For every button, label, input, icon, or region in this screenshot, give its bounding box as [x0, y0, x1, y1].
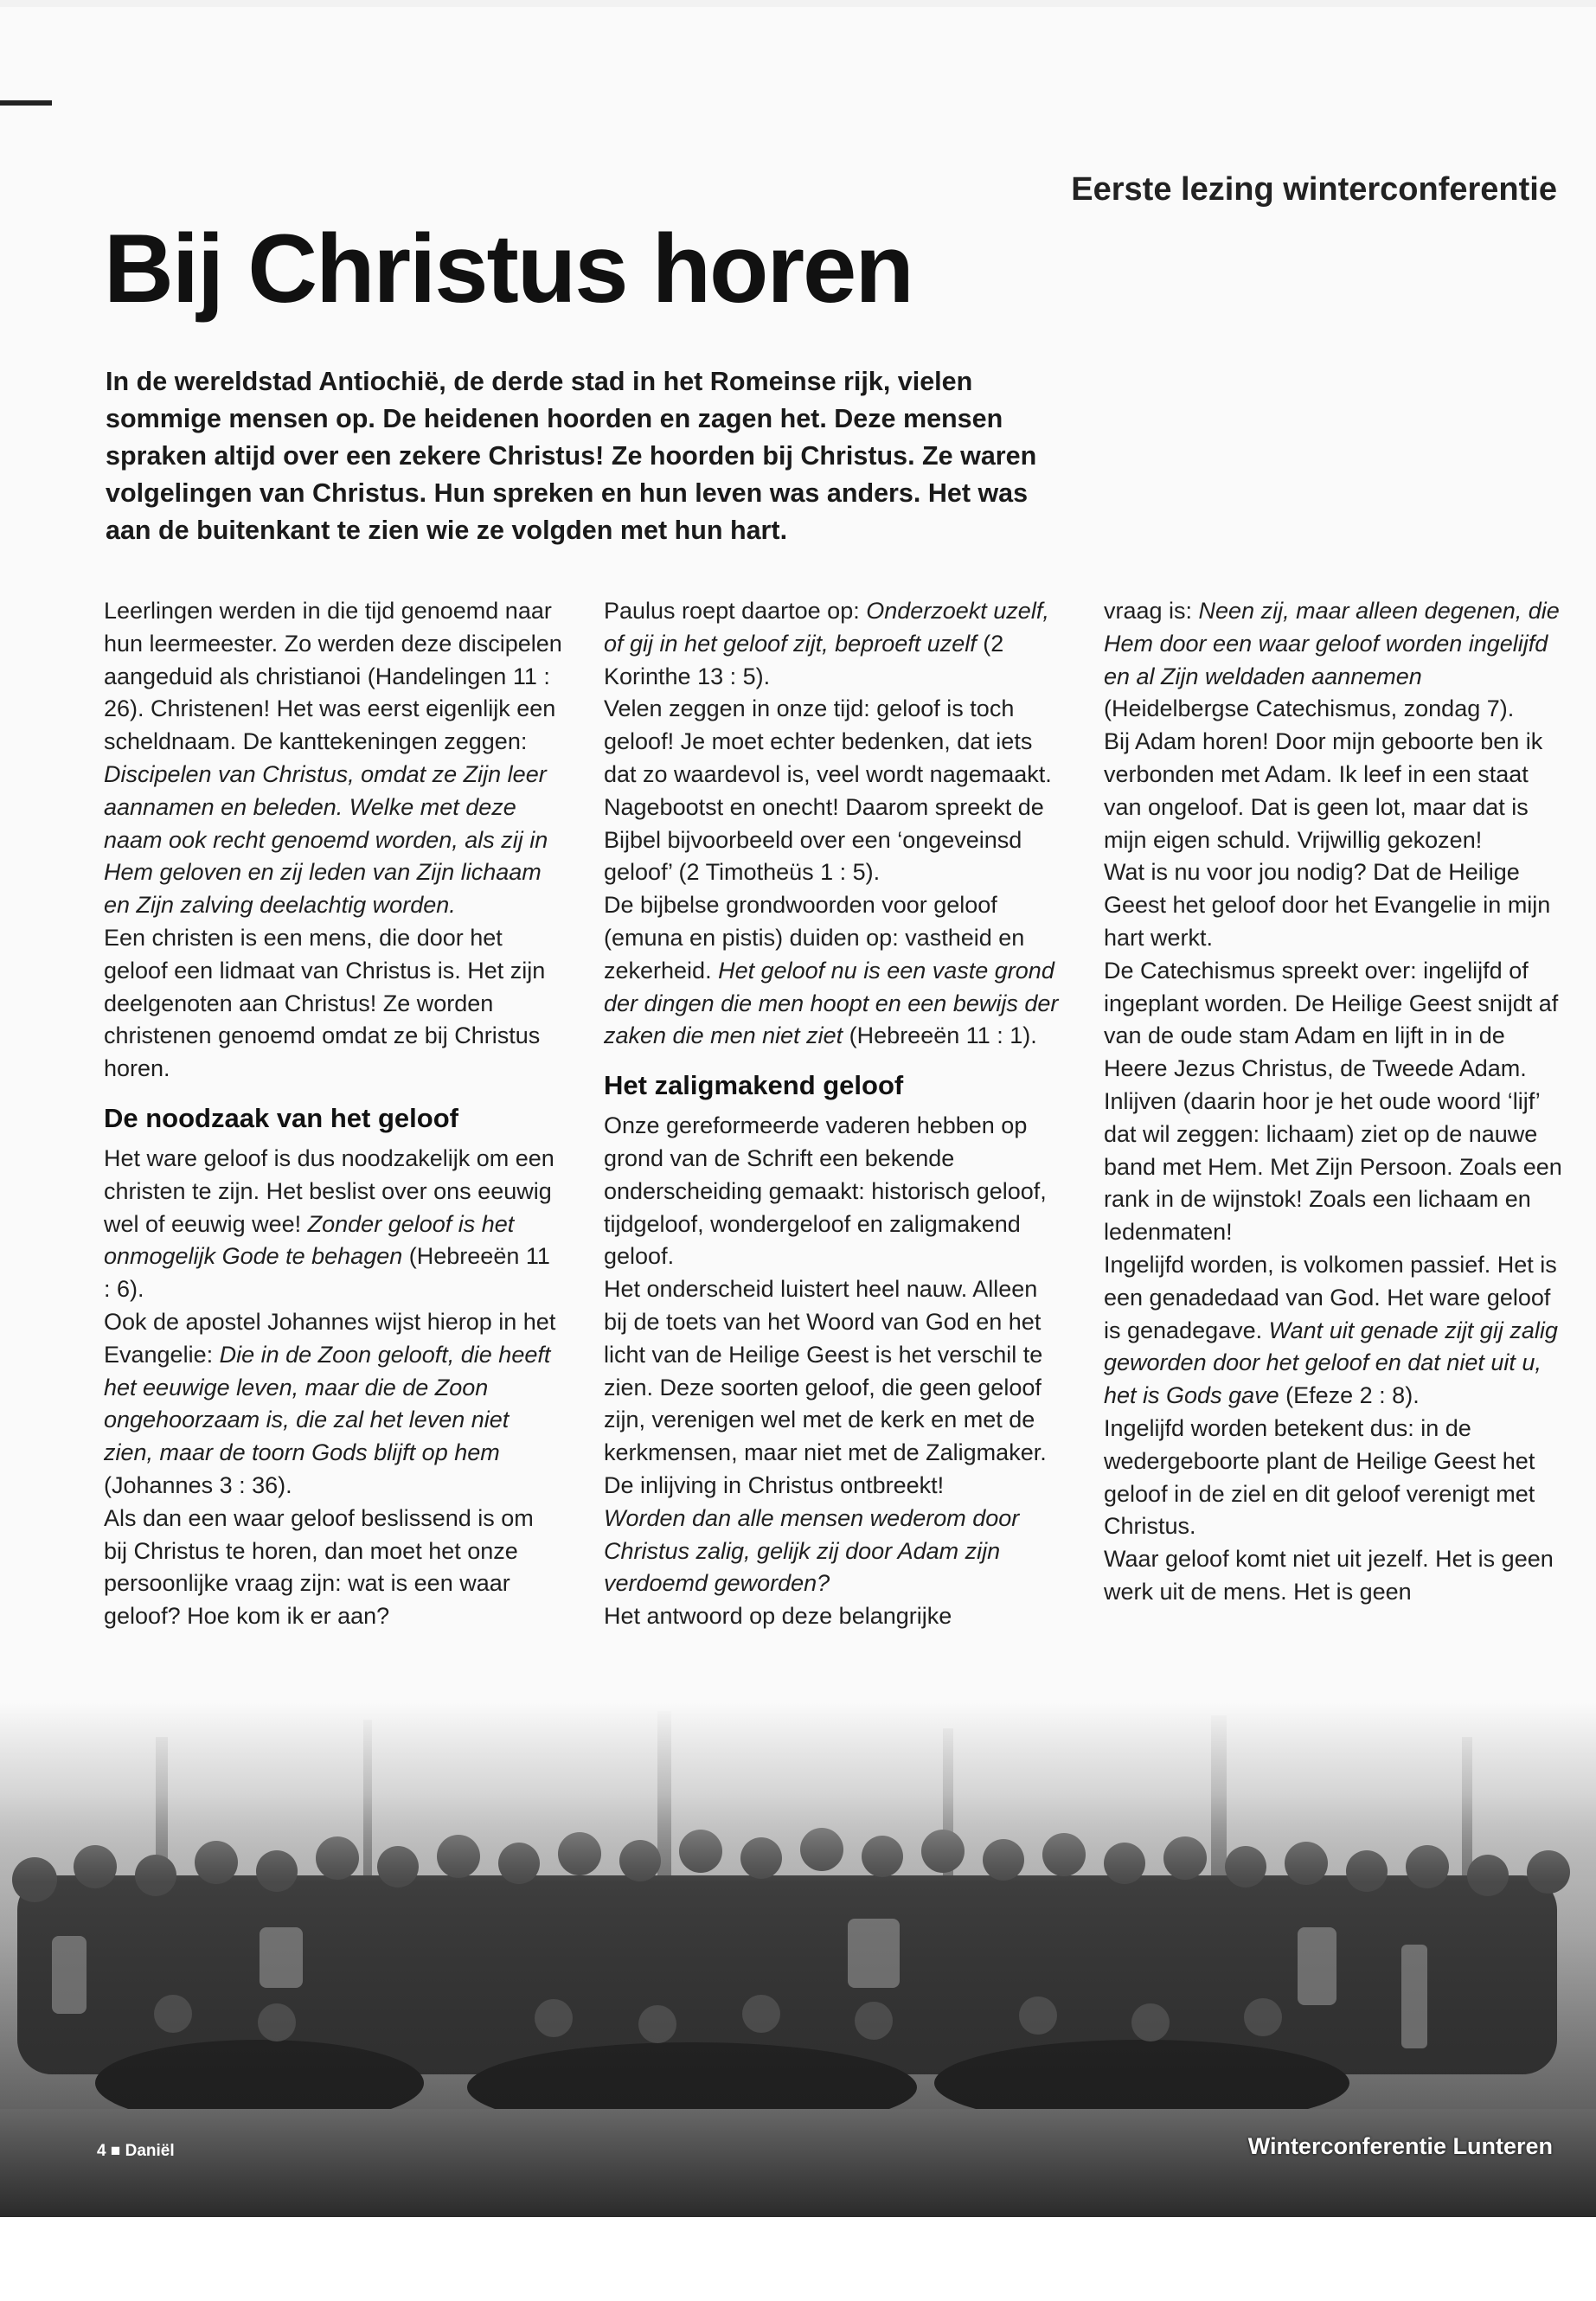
paragraph: Ingelijfd worden betekent dus: in de wedergeboorte plant de Heilige Geest het geloof in de ziel en dit geloof verenigt met Christus.: [1104, 1414, 1535, 1540]
paragraph: Wat is nu voor jou nodig? Dat de Heilige Geest het geloof door het Evangelie in mijn hart werkt.: [1104, 859, 1551, 951]
paragraph: Bij Adam horen! Door mijn geboorte ben ik verbonden met Adam. Ik leef in een staat van ongeloof. Dat is geen lot, maar dat is mijn eigen schuld. Vrijwillig gekozen!: [1104, 728, 1543, 853]
paragraph: Het ware geloof is dus noodzakelijk om een christen te zijn. Het beslist over ons eeuwig wel of eeuwig wee! Zonder geloof is het onmogelijk Gode te behagen (Hebreeën 11 : 6).: [104, 1144, 554, 1303]
paragraph: Paulus roept daartoe op: Onderzoekt uzelf, of gij in het geloof zijt, beproeft uzelf (2 Korinthe 13 : 5).: [604, 598, 1049, 689]
article-title: Bij Christus horen: [104, 215, 913, 323]
subheading-noodzaak: De noodzaak van het geloof: [104, 1102, 458, 1133]
photo-caption: Winterconferentie Lunteren: [1247, 2133, 1553, 2159]
article-lead: In de wereldstad Antiochië, de derde stad in het Romeinse rijk, vielen sommige mensen op. De heidenen hoorden en zagen het. Deze mensen spraken altijd over een zekere Christus! Ze hoorden bij Christus. Ze waren volgelingen van Christus. Hun spreken en hun leven was anders. Het was aan de buitenkant te zien wie ze volgden met hun hart.: [106, 367, 1037, 545]
paragraph: vraag is: Neen zij, maar alleen degenen, die Hem door een waar geloof worden ingelijfd en al Zijn weldaden aannemen (Heidelbergse Catechismus, zondag 7).: [1104, 598, 1560, 722]
paragraph: Leerlingen werden in die tijd genoemd naar hun leermeester. Zo werden deze discipelen aangeduid als christianoi (Handelingen 11 : 26). Christenen! Het was eerst eigenlijk een scheldnaam. De kanttekeningen zeggen: Discipelen van Christus, omdat ze Zijn leer aannamen en beleden. Welke met deze naam ook recht genoemd worden, als zij in Hem geloven en zij leden van Zijn lichaam en Zijn zalving deelachtig worden.: [104, 598, 562, 919]
paragraph: Velen zeggen in onze tijd: geloof is toch geloof! Je moet echter bedenken, dat iets dat zo waardevol is, veel wordt nagemaakt. Nagebootst en onecht! Daarom spreekt de Bijbel bijvoorbeeld over een ‘ongeveinsd geloof’ (2 Timotheüs 1 : 5).: [604, 695, 1052, 886]
paragraph: Ingelijfd worden, is volkomen passief. Het is een genadedaad van God. Het ware geloof is genadegave. Want uit genade zijt gij zalig geworden door het geloof en dat niet uit u, het is Gods gave (Efeze 2 : 8).: [1104, 1251, 1558, 1409]
paragraph: Onze gereformeerde vaderen hebben op grond van de Schrift een bekende onderscheiding gemaakt: historisch geloof, tijdgeloof, wondergeloof en zaligmakend geloof.: [604, 1112, 1047, 1270]
paragraph: Het antwoord op deze belangrijke: [604, 1603, 952, 1630]
text-column-2: [604, 595, 1062, 1633]
section-kicker: Eerste lezing winterconferentie: [1071, 171, 1557, 208]
paragraph: Waar geloof komt niet uit jezelf. Het is geen werk uit de mens. Het is geen: [1104, 1546, 1554, 1605]
paragraph: Een christen is een mens, die door het geloof een lidmaat van Christus is. Het zijn deelgenoten aan Christus! Ze worden christenen genoemd omdat ze bij Christus horen.: [104, 924, 546, 1082]
paragraph: Worden dan alle mensen wederom door Christus zalig, gelijk zij door Adam zijn verdoemd geworden?: [604, 1504, 1020, 1597]
paragraph: Ook de apostel Johannes wijst hierop in het Evangelie: Die in de Zoon gelooft, die heeft het eeuwige leven, maar die de Zoon ongehoorzaam is, die zal het leven niet zien, maar de toorn Gods blijft op hem (Johannes 3 : 36).: [104, 1308, 556, 1498]
paragraph: De bijbelse grondwoorden voor geloof (emuna en pistis) duiden op: vastheid en zekerheid. Het geloof nu is een vaste grond der dingen die men hoopt en een bewijs der zaken die men niet ziet (Hebreeën 11 : 1).: [604, 892, 1059, 1049]
paragraph: Als dan een waar geloof beslissend is om bij Christus te horen, dan moet het onze persoonlijke vraag zijn: wat is een waar geloof? Hoe kom ik er aan?: [104, 1504, 534, 1630]
paragraph: De Catechismus spreekt over: ingelijfd of ingeplant worden. De Heilige Geest snijdt af van de oude stam Adam en lijft in in de Heere Jezus Christus, de Tweede Adam.: [1104, 957, 1559, 1082]
text-column-3: [1104, 595, 1562, 1609]
page-number-label: 4 ■ Daniël: [97, 2142, 175, 2160]
page-edge-mark: [0, 100, 52, 106]
paragraph: Inlijven (daarin hoor je het oude woord ‘lijf’ dat wil zeggen: lichaam) ziet op de nauwe band met Hem. Met Zijn Persoon. Zoals een rank in de wijnstok! Zoals een lichaam en ledenmaten!: [1104, 1087, 1562, 1246]
text-column-1: [104, 595, 562, 1633]
paragraph: Het onderscheid luistert heel nauw. Alleen bij de toets van het Woord van God en het licht van de Heilige Geest is het verschil te zien. Deze soorten geloof, die geen geloof zijn, verenigen wel met de kerk en met de kerkmensen, maar niet met de Zaligmaker. De inlijving in Christus ontbreekt!: [604, 1276, 1047, 1498]
subheading-zaligmakend: Het zaligmakend geloof: [604, 1070, 904, 1101]
